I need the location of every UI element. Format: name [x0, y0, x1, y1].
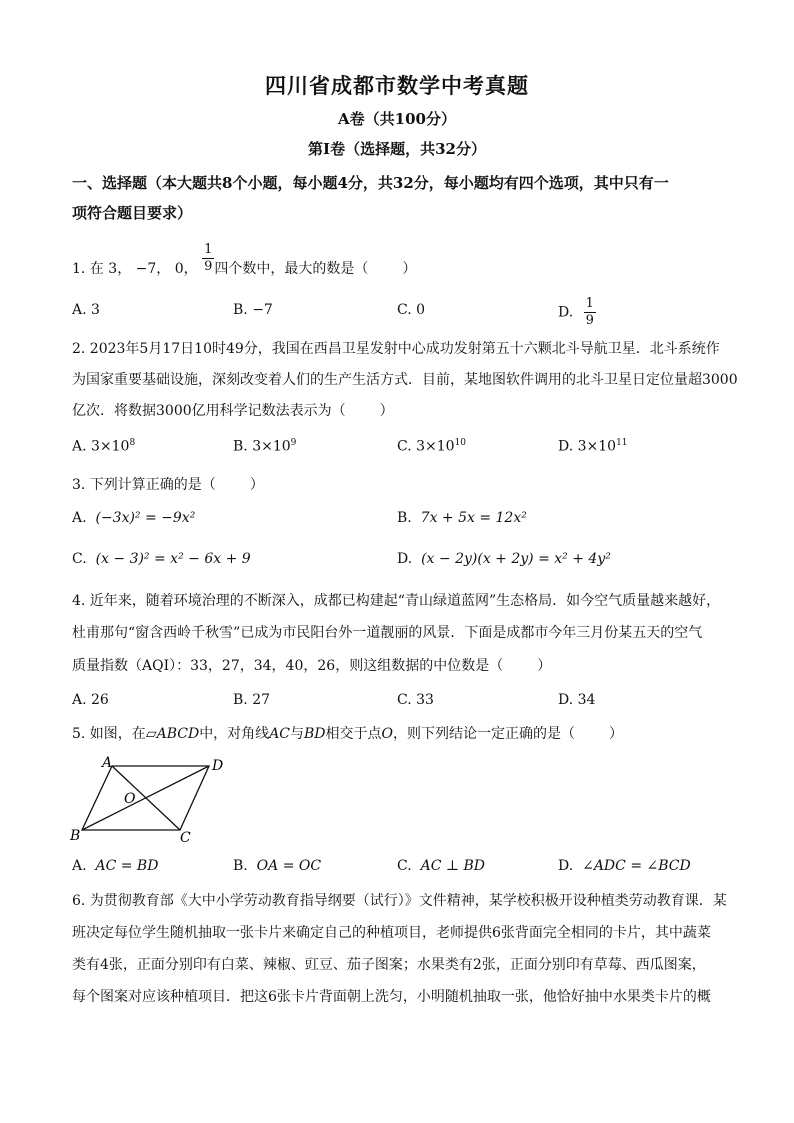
question-6-line1: 6. 为贯彻教育部《大中小学劳动教育指导纲要（试行）》文件精神，某学校积极开设种植类劳动教育课．某 — [72, 893, 727, 909]
question-6-line4: 每个图案对应该种植项目．把这6张卡片背面朝上洗匀，小明随机抽取一张，他恰好抽中水果类卡片的概 — [72, 989, 711, 1005]
q3-option-b[interactable]: B. 7x + 5x = 12x² — [397, 510, 527, 526]
page-title: 四川省成都市数学中考真题 — [265, 73, 529, 98]
q3-option-d[interactable]: D. (x − 2y)(x + 2y) = x² + 4y² — [397, 551, 611, 567]
question-2-line1: 2. 2023年5月17日10时49分，我国在西昌卫星发射中心成功发射第五十六颗北斗导航卫星．北斗系统作 — [72, 341, 720, 357]
question-4-line1: 4. 近年来，随着环境治理的不断深入，成都已构建起“青山绿道蓝网”生态格局．如今空气质量越来越好， — [72, 593, 721, 609]
q4-option-c[interactable]: C. 33 — [397, 692, 434, 708]
q4-option-b[interactable]: B. 27 — [233, 692, 271, 708]
vertex-label-c: C — [180, 830, 191, 844]
question-3-stem: 3. 下列计算正确的是（ ） — [72, 477, 264, 493]
q1-option-a[interactable]: A. 3 — [72, 302, 100, 318]
q1-option-b[interactable]: B. −7 — [233, 302, 273, 318]
section1-heading-line2: 项符合题目要求） — [72, 204, 193, 222]
vertex-label-d: D — [212, 758, 224, 774]
q1-option-c[interactable]: C. 0 — [397, 302, 426, 318]
q2-option-b[interactable]: B. $3\times 10^9$ — [233, 438, 297, 455]
fraction-one-ninth: $\frac{1}{9}$ — [204, 241, 213, 274]
diagonal-bd — [82, 766, 209, 830]
question-5-stem: 5. 如图，在▱ABCD中，对角线AC与BD相交于点O，则下列结论一定正确的是（ ） — [72, 726, 624, 742]
q2-option-d[interactable]: D. $3\times 10^{11}$ — [558, 438, 628, 455]
q5-option-c[interactable]: C. AC ⊥ BD — [397, 858, 485, 874]
q4-option-a[interactable]: A. 26 — [72, 692, 109, 708]
question-4-line2: 杜甫那句“窗含西岭千秋雪”已成为市民阳台外一道靓丽的风景．下面是成都市今年三月份某五天的空气 — [72, 625, 703, 641]
question-2-line3: 亿次．将数据3000亿用科学记数法表示为（ ） — [72, 403, 394, 419]
q5-option-a[interactable]: A. AC = BD — [72, 858, 159, 874]
vertex-label-a: A — [102, 755, 113, 771]
question-2-line2: 为国家重要基础设施，深刻改变着人们的生产生活方式．目前，某地图软件调用的北斗卫星日定位量超3000 — [72, 372, 738, 388]
q2-option-a[interactable]: A. $3\times 10^8$ — [72, 438, 136, 455]
question-6-line3: 类有4张，正面分别印有白菜、辣椒、豇豆、茄子图案；水果类有2张，正面分别印有草莓、西瓜图案， — [72, 957, 706, 973]
part1-heading: 第I卷（选择题，共32分） — [308, 140, 486, 158]
question-1-stem: 1. 在 3， −7， 0， $\frac{1}{9}$ 四个数中，最大的数是（ ） — [72, 241, 417, 277]
q1-option-d[interactable]: D. $\frac{1}{9}$ — [558, 296, 594, 328]
section1-heading-line1: 一、选择题（本大题共8个小题，每小题4分，共32分，每小题均有四个选项，其中只有一 — [72, 174, 669, 192]
question-6-line2: 班决定每位学生随机抽取一张卡片来确定自己的种植项目，老师提供6张背面完全相同的卡片，其中蔬菜 — [72, 925, 711, 941]
q2-option-c[interactable]: C. $3\times 10^{10}$ — [397, 438, 467, 455]
point-label-o: O — [124, 791, 136, 807]
q3-option-a[interactable]: A. (−3x)² = −9x² — [72, 510, 196, 526]
q3-option-c[interactable]: C. (x − 3)² = x² − 6x + 9 — [72, 551, 251, 567]
question-4-line3: 质量指数（AQI）：33，27，34，40，26，则这组数据的中位数是（ ） — [72, 658, 552, 674]
paper-a-heading: A卷（共100分） — [338, 110, 456, 128]
q5-option-b[interactable]: B. OA = OC — [233, 858, 322, 874]
q5-option-d[interactable]: D. ∠ADC = ∠BCD — [558, 858, 691, 874]
q4-option-d[interactable]: D. 34 — [558, 692, 596, 708]
vertex-label-b: B — [70, 828, 81, 844]
parallelogram-figure — [66, 752, 236, 844]
